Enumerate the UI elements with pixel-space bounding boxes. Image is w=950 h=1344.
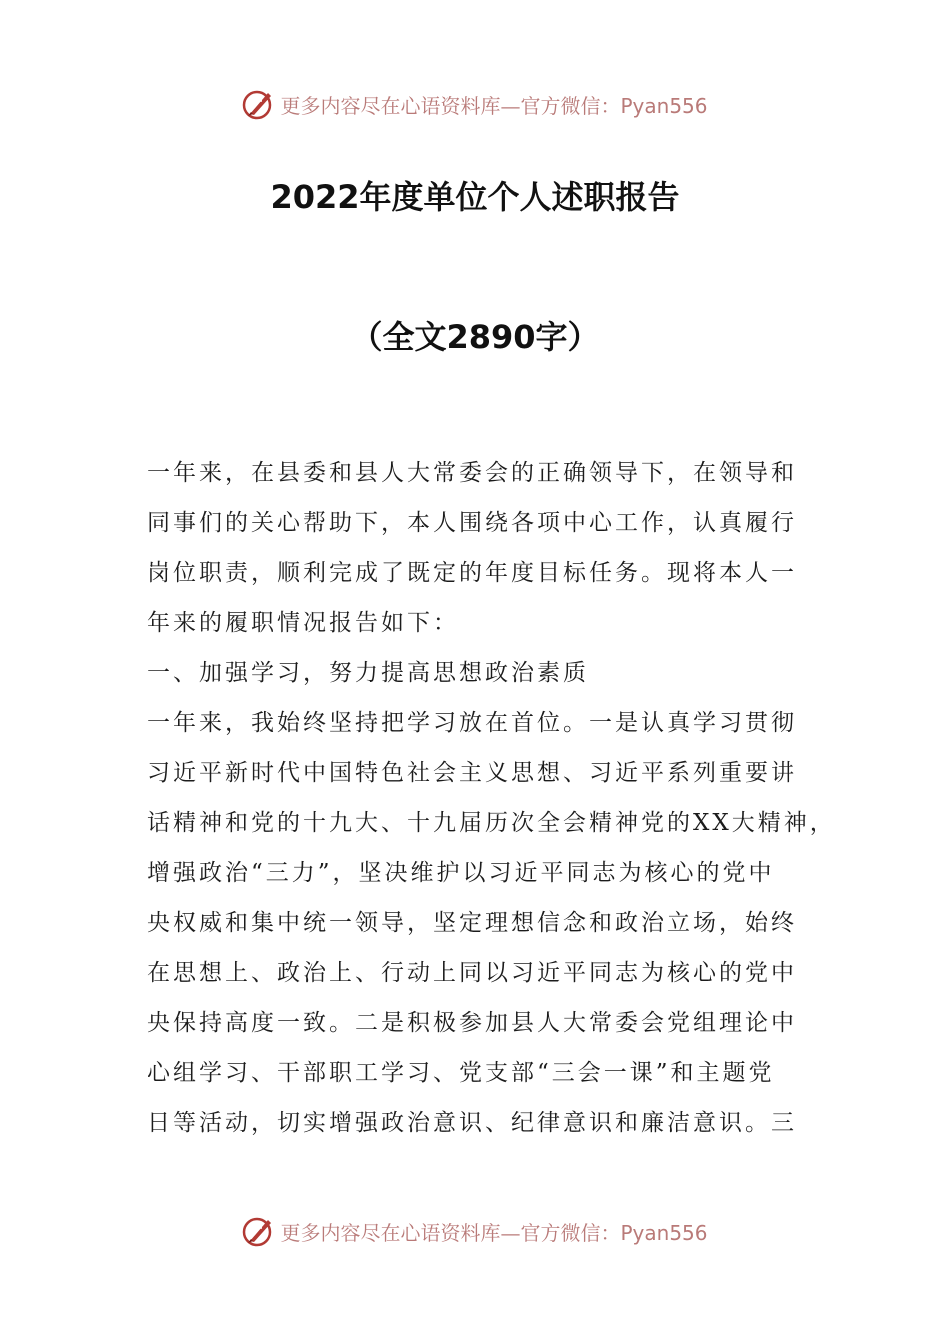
body-line: 央权威和集中统一领导，坚定理想信念和政治立场，始终	[147, 910, 797, 936]
body-line: 话精神和党的十九大、十九届历次全会精神党的XX大精神，	[147, 810, 836, 836]
watermark-wechat-id: Pyan556	[620, 1220, 708, 1245]
body-line: 央保持高度一致。二是积极参加县人大常委会党组理论中	[147, 1010, 797, 1036]
footer-watermark	[0, 1211, 950, 1251]
body-line: 岗位职责，顺利完成了既定的年度目标任务。现将本人一	[147, 560, 797, 586]
body-line: 一年来，在县委和县人大常委会的正确领导下，在领导和	[147, 460, 797, 486]
body-line: 习近平新时代中国特色社会主义思想、习近平系列重要讲	[147, 760, 797, 786]
watermark-wechat-id: Pyan556	[620, 93, 708, 118]
document-title: 2022年度单位个人述职报告	[270, 178, 680, 216]
section-heading: 一、加强学习，努力提高思想政治素质	[147, 660, 589, 686]
header-watermark	[0, 84, 950, 124]
watermark-text: 更多内容尽在心语资料库—官方微信：Pyan556	[280, 1220, 708, 1245]
body-line: 一年来，我始终坚持把学习放在首位。一是认真学习贯彻	[147, 710, 797, 736]
body-line: 在思想上、政治上、行动上同以习近平同志为核心的党中	[147, 960, 797, 986]
document-subtitle: （全文2890字）	[350, 318, 600, 356]
quill-logo-icon	[242, 1214, 276, 1248]
body-line: 同事们的关心帮助下，本人围绕各项中心工作，认真履行	[147, 510, 797, 536]
body-line: 增强政治“三力”，坚决维护以习近平同志为核心的党中	[147, 860, 775, 886]
body-line: 心组学习、干部职工学习、党支部“三会一课”和主题党	[147, 1060, 775, 1086]
watermark-text: 更多内容尽在心语资料库—官方微信：Pyan556	[280, 93, 708, 118]
body-line: 年来的履职情况报告如下：	[147, 610, 459, 636]
quill-logo-icon	[242, 87, 276, 121]
body-line: 日等活动，切实增强政治意识、纪律意识和廉洁意识。三	[147, 1110, 797, 1136]
document-body	[147, 452, 836, 1152]
